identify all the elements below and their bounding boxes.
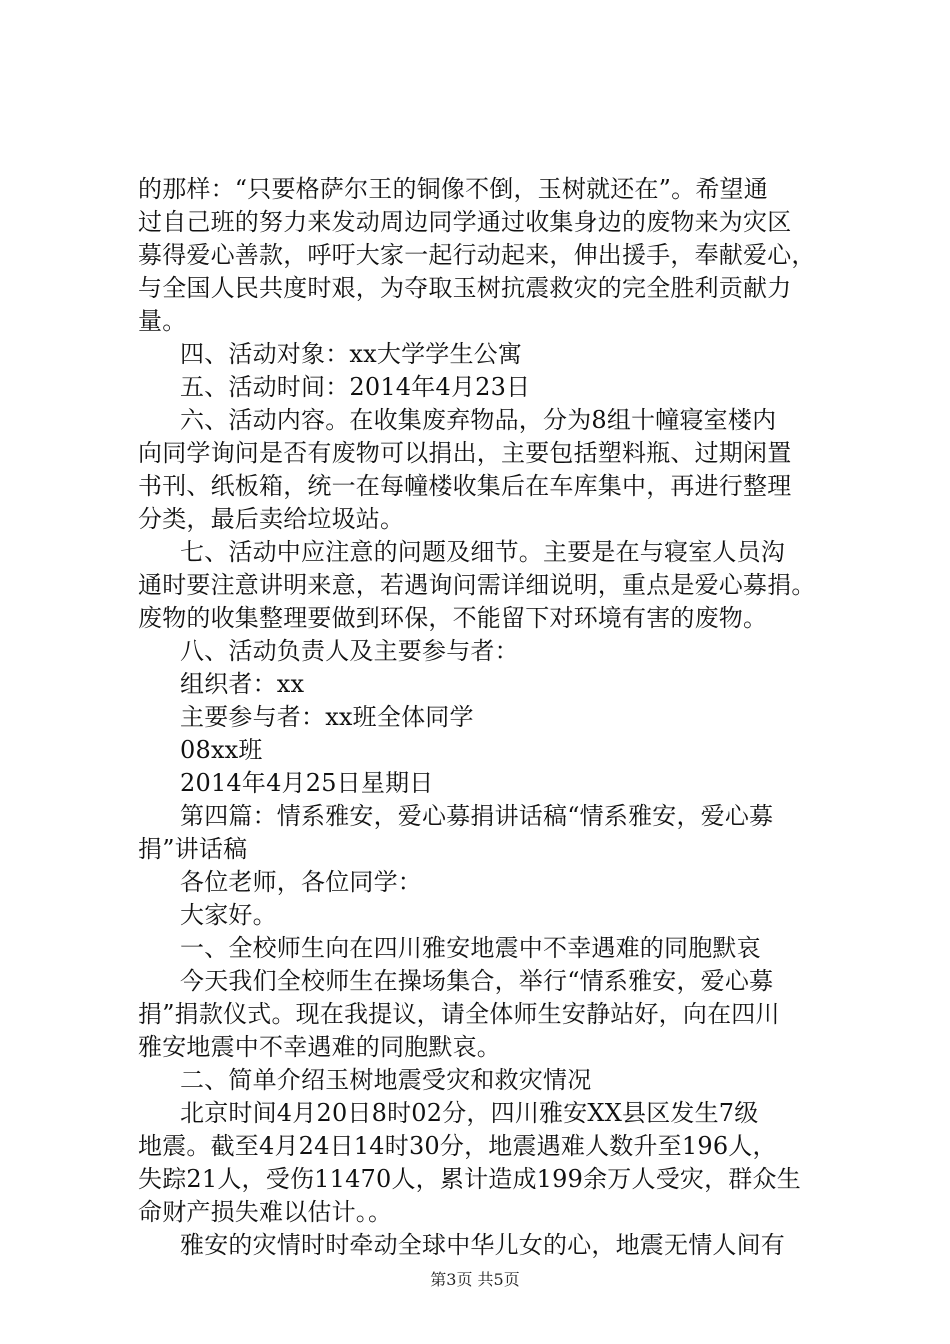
text-line: 组织者：xx [180,670,305,698]
section-heading: 七、活动中应注意的问题及细节。主要是在与寝室人员沟 [180,538,785,566]
text-line: 分类，最后卖给垃圾站。 [138,505,405,533]
text-line: 捐”捐款仪式。现在我提议，请全体师生安静站好，向在四川 [138,1000,780,1028]
text-line: 雅安的灾情时时牵动全球中华儿女的心，地震无情人间有 [180,1231,785,1259]
text-line: 地震。截至4月24日14时30分，地震遇难人数升至196人， [138,1132,777,1160]
text-line: 的那样：“只要格萨尔王的铜像不倒，玉树就还在”。希望通 [138,175,768,203]
greeting: 大家好。 [180,901,277,929]
text-line: 通时要注意讲明来意，若遇询问需详细说明，重点是爱心募捐。 [138,571,816,599]
section-heading: 六、活动内容。在收集废弃物品，分为8组十幢寝室楼内 [180,406,777,434]
section-heading: 五、活动时间：2014年4月23日 [180,373,531,401]
chapter-title: 捐”讲话稿 [138,835,248,863]
chapter-title: 第四篇：情系雅安，爱心募捐讲话稿“情系雅安，爱心募 [180,802,774,830]
text-line: 08xx班 [180,736,263,764]
section-heading: 二、简单介绍玉树地震受灾和救灾情况 [180,1066,592,1094]
text-line: 向同学询问是否有废物可以捐出，主要包括塑料瓶、过期闲置 [138,439,792,467]
text-line: 雅安地震中不幸遇难的同胞默哀。 [138,1033,501,1061]
salutation: 各位老师，各位同学： [180,868,422,896]
page-number-footer: 第3页 共5页 [430,1270,520,1289]
text-line: 主要参与者：xx班全体同学 [180,703,474,731]
text-line: 废物的收集整理要做到环保，不能留下对环境有害的废物。 [138,604,768,632]
section-heading: 一、全校师生向在四川雅安地震中不幸遇难的同胞默哀 [180,934,761,962]
date-line: 2014年4月25日星期日 [180,769,434,797]
text-line: 失踪21人，受伤11470人，累计造成199余万人受灾，群众生 [138,1165,801,1193]
section-heading: 八、活动负责人及主要参与者： [180,637,519,665]
text-line: 与全国人民共度时艰，为夺取玉树抗震救灾的完全胜利贡献力 [138,274,792,302]
text-line: 量。 [138,307,187,335]
text-line: 今天我们全校师生在操场集合，举行“情系雅安，爱心募 [180,967,774,995]
text-line: 募得爱心善款，呼吁大家一起行动起来，伸出援手，奉献爱心， [138,241,816,269]
text-line: 命财产损失难以估计。。 [138,1198,393,1226]
section-heading: 四、活动对象：xx大学学生公寓 [180,340,523,368]
text-line: 过自己班的努力来发动周边同学通过收集身边的废物来为灾区 [138,208,792,236]
text-line: 书刊、纸板箱，统一在每幢楼收集后在车库集中，再进行整理 [138,472,792,500]
text-line: 北京时间4月20日8时02分，四川雅安XX县区发生7级 [180,1099,759,1127]
